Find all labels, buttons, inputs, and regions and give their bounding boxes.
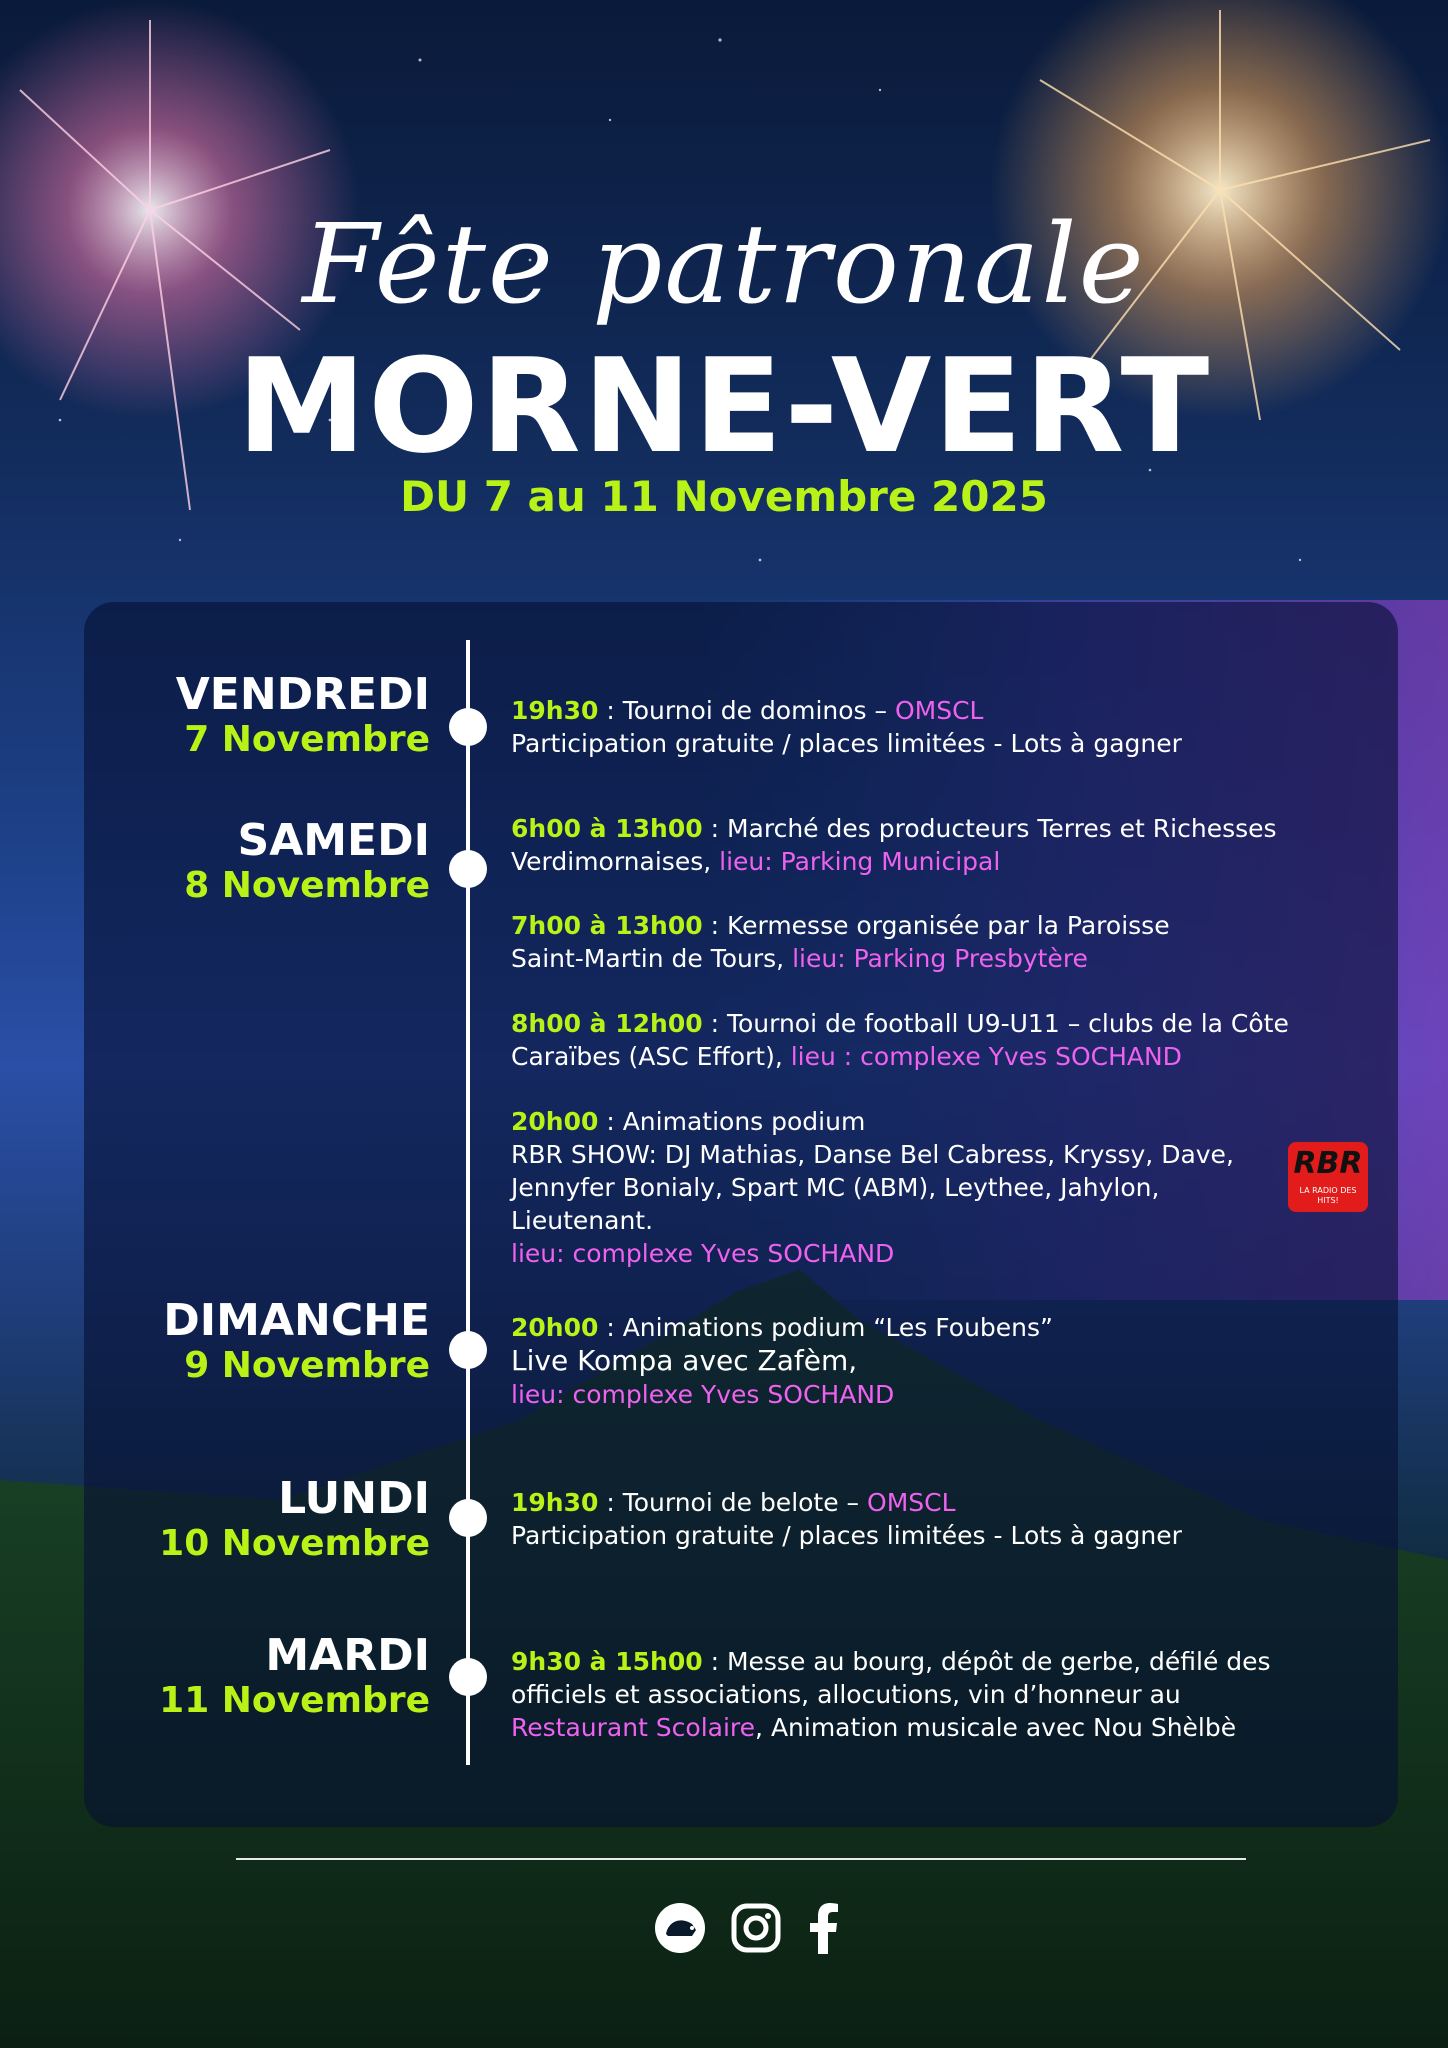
town-title: MORNE-VERT (236, 330, 1212, 482)
timeline-dot (449, 850, 487, 888)
day-name: SAMEDI (237, 815, 430, 866)
timeline-dot (449, 708, 487, 746)
rbr-radio-logo (1288, 1142, 1368, 1212)
timeline-dot (449, 1499, 487, 1537)
event-details: , Animation musicale avec Nou Shèlbè (755, 1713, 1237, 1742)
day-heading-dimanche (10, 1295, 430, 1388)
event-text: : Animations podium “Les Foubens” (598, 1313, 1053, 1342)
event-item (511, 1645, 1351, 1744)
event-text: : Tournoi de dominos – (598, 696, 895, 725)
event-time: 20h00 (511, 1107, 599, 1136)
event-script-title: Fête patronale (302, 200, 1146, 328)
event-place: lieu: Parking Municipal (719, 847, 1001, 876)
event-details: RBR SHOW: DJ Mathias, Danse Bel Cabress, Kryssy, Dave, (511, 1140, 1234, 1169)
event-details: Verdimornaises, (511, 847, 720, 876)
event-item (511, 1007, 1311, 1073)
social-links (654, 1900, 834, 1960)
day-heading-lundi (10, 1473, 430, 1566)
event-details: Jennyfer Bonialy, Spart MC (ABM), Leythee, Jahylon, (511, 1173, 1160, 1202)
day-name: MARDI (265, 1630, 430, 1681)
event-text: : Tournoi de football U9-U11 – clubs de la Côte (702, 1009, 1289, 1038)
day-date: 7 Novembre (184, 719, 430, 760)
event-text: : Kermesse organisée par la Paroisse (702, 911, 1170, 940)
event-details: Caraïbes (ASC Effort), (511, 1042, 791, 1071)
event-time: 6h00 à 13h00 (511, 814, 703, 843)
event-place: lieu: complexe Yves SOCHAND (511, 1239, 895, 1268)
event-time: 9h30 à 15h00 (511, 1647, 703, 1676)
rbr-logo-tagline: LA RADIO DES HITS! (1299, 1186, 1357, 1205)
event-details: Live Kompa avec Zafèm, (511, 1344, 858, 1377)
event-place: OMSCL (894, 696, 984, 725)
event-time: 19h30 (511, 1488, 599, 1517)
event-details: Saint-Martin de Tours, (511, 944, 793, 973)
event-time: 8h00 à 12h00 (511, 1009, 703, 1038)
event-item (511, 812, 1311, 878)
rbr-logo-text: RBR (1293, 1146, 1363, 1181)
event-place: lieu : complexe Yves SOCHAND (790, 1042, 1182, 1071)
facebook-icon[interactable] (806, 1902, 842, 1959)
event-place: lieu: Parking Presbytère (792, 944, 1088, 973)
day-date: 11 Novembre (159, 1680, 430, 1721)
event-dates: DU 7 au 11 Novembre 2025 (400, 472, 1048, 521)
day-name: VENDREDI (175, 669, 430, 720)
day-heading-mardi (10, 1630, 430, 1723)
day-heading-vendredi (10, 669, 430, 762)
day-heading-samedi (10, 815, 430, 908)
event-text: : Tournoi de belote – (598, 1488, 868, 1517)
event-place: OMSCL (867, 1488, 956, 1517)
footer-divider (236, 1858, 1246, 1860)
event-item (511, 1311, 1311, 1411)
day-name: LUNDI (278, 1473, 430, 1524)
event-time: 7h00 à 13h00 (511, 911, 703, 940)
event-details: Lieutenant. (511, 1206, 654, 1235)
event-item (511, 1105, 1311, 1270)
event-text: : Animations podium (598, 1107, 866, 1136)
event-place: Restaurant Scolaire (511, 1713, 756, 1742)
event-time: 20h00 (511, 1313, 599, 1342)
hedgehog-icon[interactable] (654, 1902, 706, 1959)
event-details: Participation gratuite / places limitées - Lots à gagner (511, 729, 1182, 758)
event-text: : Marché des producteurs Terres et Richesses (702, 814, 1277, 843)
timeline-dot (449, 1658, 487, 1696)
event-time: 19h30 (511, 696, 599, 725)
day-date: 10 Novembre (159, 1523, 430, 1564)
event-details: officiels et associations, allocutions, vin d’honneur au (511, 1680, 1181, 1709)
day-name: DIMANCHE (163, 1295, 430, 1346)
event-item (511, 1486, 1311, 1552)
event-item (511, 694, 1311, 760)
event-details: Participation gratuite / places limitées - Lots à gagner (511, 1521, 1182, 1550)
timeline-line (466, 640, 470, 1765)
event-text: : Messe au bourg, dépôt de gerbe, défilé des (702, 1647, 1271, 1676)
day-date: 9 Novembre (184, 1345, 430, 1386)
timeline-dot (449, 1331, 487, 1369)
day-date: 8 Novembre (184, 865, 430, 906)
event-place: lieu: complexe Yves SOCHAND (511, 1380, 895, 1409)
instagram-icon[interactable] (730, 1902, 782, 1959)
event-item (511, 909, 1311, 975)
